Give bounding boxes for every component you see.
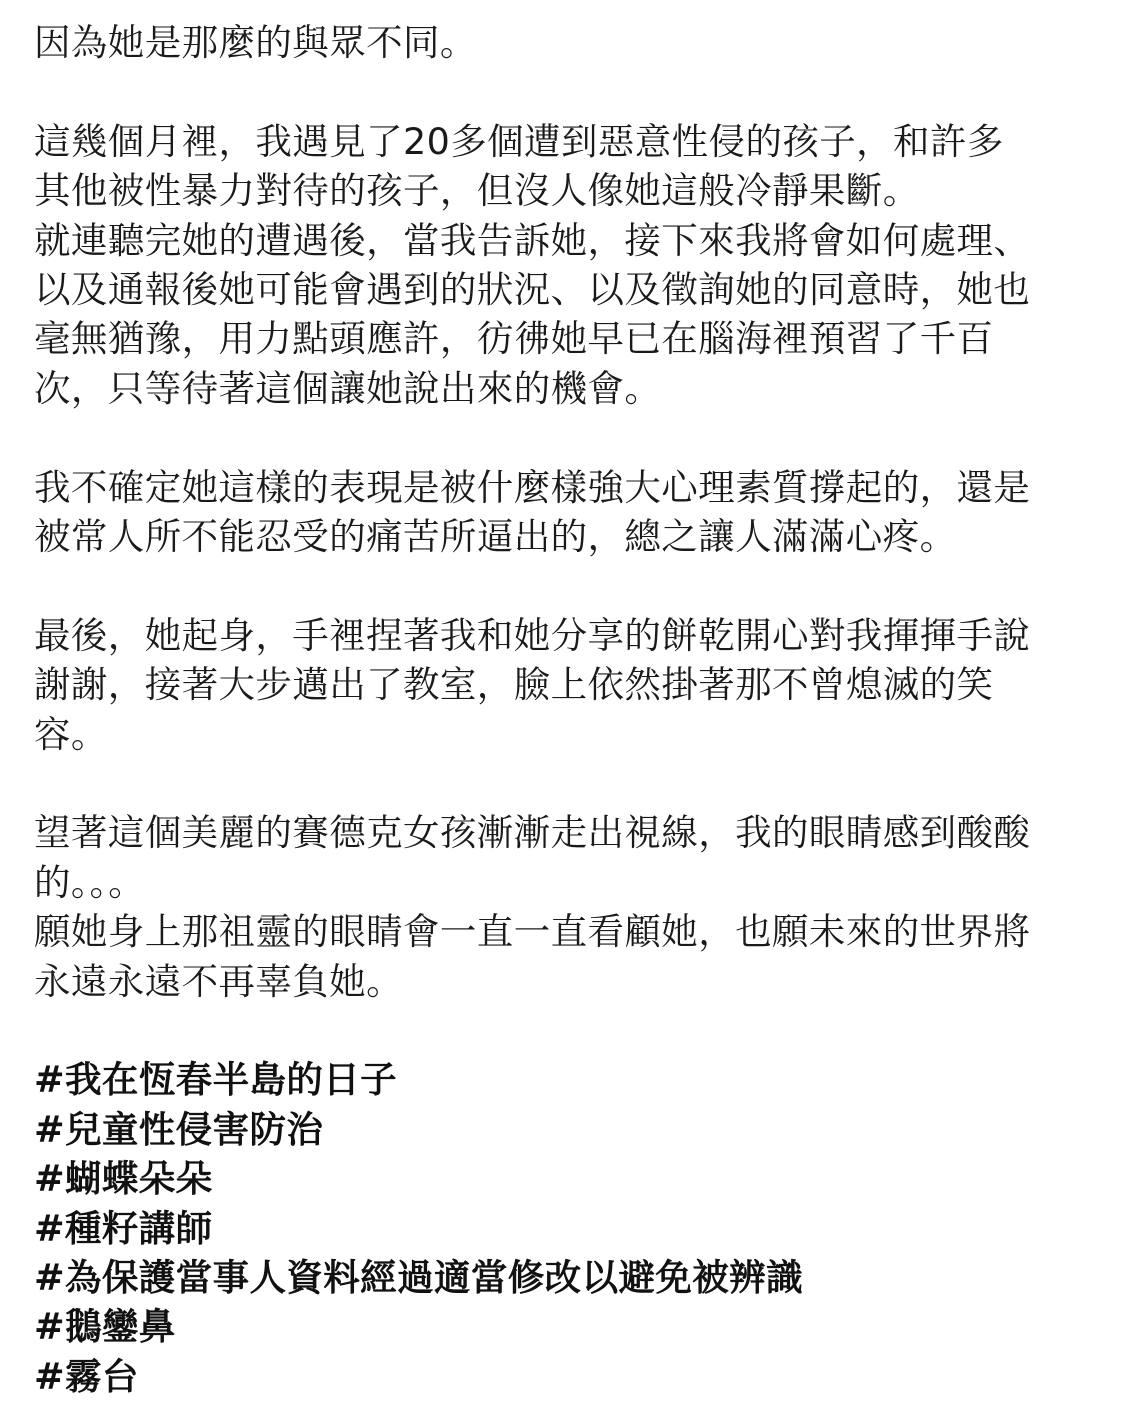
hashtag-link[interactable]: #為保護當事人資料經過適當修改以避免被辨識 — [34, 1256, 803, 1300]
hashtag-link[interactable]: #兒童性侵害防治 — [34, 1107, 324, 1151]
hashtag-link[interactable]: #我在恆春半島的日子 — [34, 1058, 398, 1102]
text-line: 其他被性暴力對待的孩子，但沒人像她這般冷靜果斷。 — [34, 169, 920, 213]
text-line: 的。。。 — [34, 860, 146, 904]
text-line: 永遠永遠不再辜負她。 — [34, 959, 403, 1003]
hashtag-link[interactable]: #鵝鑾鼻 — [34, 1305, 176, 1349]
text-line: 謝謝，接著大步邁出了教室，臉上依然掛著那不曾熄滅的笑 — [34, 663, 994, 707]
text-line: 以及通報後她可能會遇到的狀況、以及徵詢她的同意時，她也 — [34, 268, 1031, 312]
text-line: 毫無猶豫，用力點頭應許，彷彿她早已在腦海裡預習了千百 — [34, 317, 994, 361]
text-line: 我不確定她這樣的表現是被什麼樣強大心理素質撐起的，還是 — [34, 465, 1031, 509]
text-line: 因為她是那麼的與眾不同。 — [34, 21, 477, 64]
text-line: 被常人所不能忍受的痛苦所逼出的，總之讓人滿滿心疼。 — [34, 515, 957, 559]
paragraph-2 — [34, 117, 1114, 413]
text-line: 願她身上那祖靈的眼睛會一直一直看顧她，也願未來的世界將 — [34, 910, 1031, 954]
text-line: 這幾個月裡，我遇見了20多個遭到惡意性侵的孩子，和許多 — [34, 119, 1004, 163]
hashtag-link[interactable]: #蝴蝶朵朵 — [34, 1157, 213, 1201]
paragraph-5 — [34, 808, 1114, 1006]
paragraph-4 — [34, 611, 1114, 759]
hashtag-link[interactable]: #霧台 — [34, 1354, 139, 1398]
paragraph-3 — [34, 463, 1114, 562]
paragraph-1 — [34, 18, 1114, 67]
text-line: 望著這個美麗的賽德克女孩漸漸走出視線，我的眼睛感到酸酸 — [34, 811, 1031, 855]
post-body — [34, 18, 1114, 1401]
text-line: 最後，她起身，手裡捏著我和她分享的餅乾開心對我揮揮手說 — [34, 613, 1031, 657]
text-line: 次，只等待著這個讓她說出來的機會。 — [34, 366, 662, 410]
text-line: 容。 — [34, 712, 108, 756]
text-line: 就連聽完她的遭遇後，當我告訴她，接下來我將會如何處理、 — [34, 218, 1031, 262]
hashtag-link[interactable]: #種籽講師 — [34, 1206, 213, 1250]
hashtag-list — [34, 1055, 1114, 1401]
